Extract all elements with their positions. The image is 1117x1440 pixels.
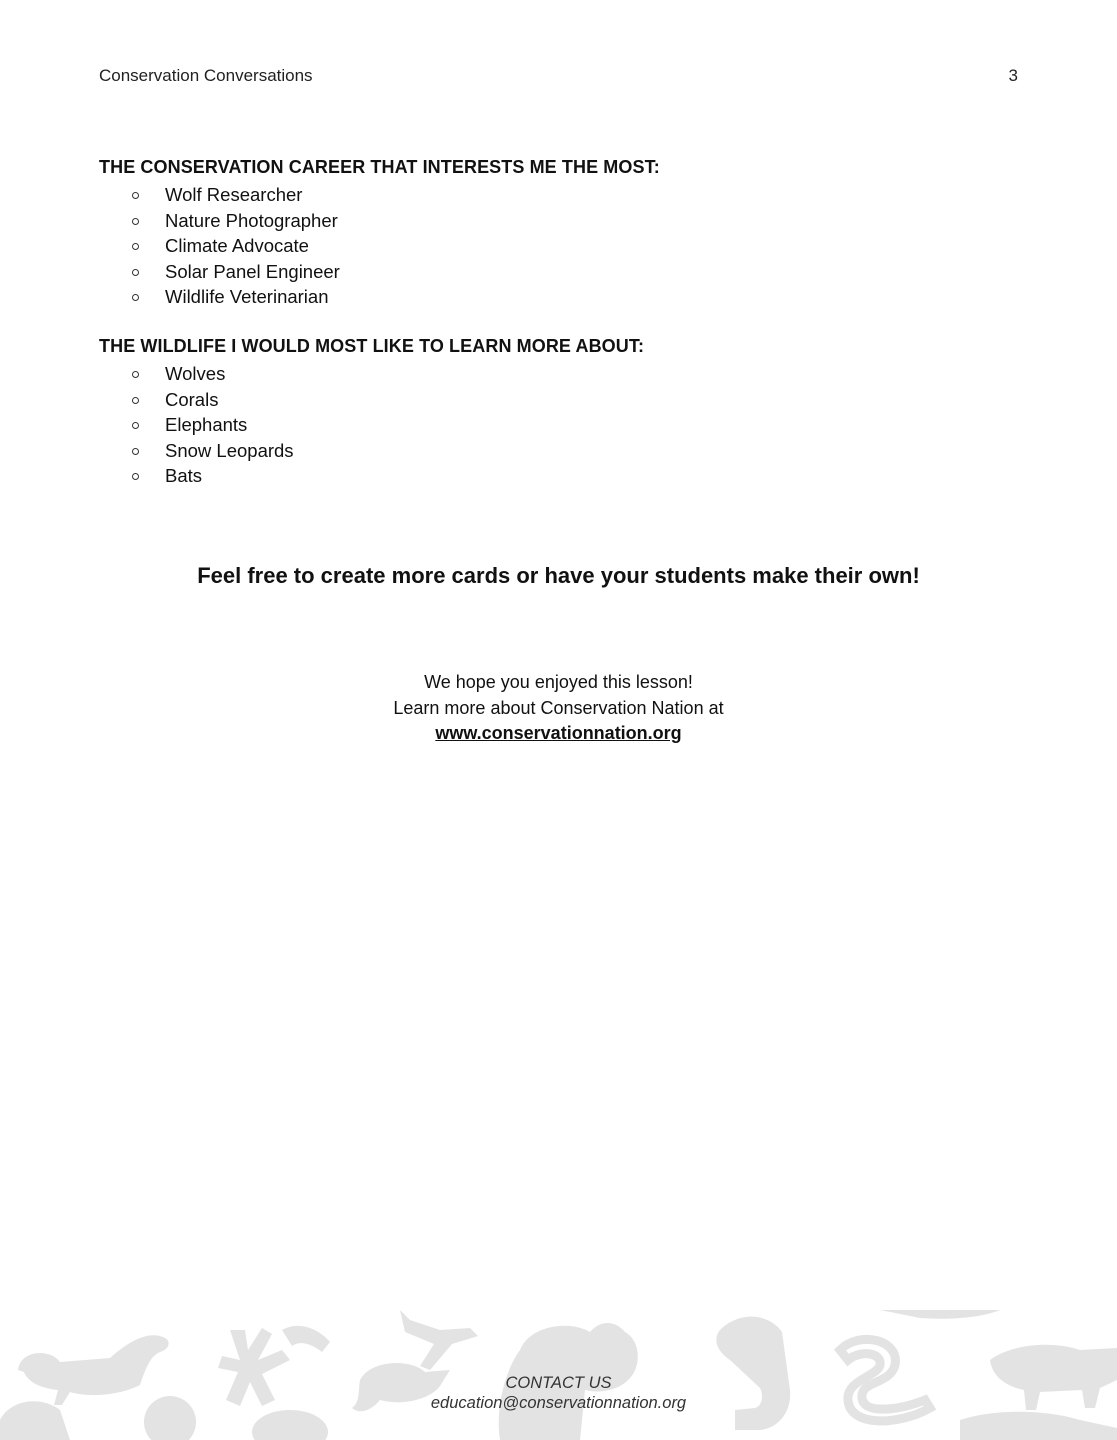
lizard-silhouette-icon bbox=[400, 1310, 478, 1370]
option-label: Elephants bbox=[165, 414, 248, 435]
wildlife-options bbox=[99, 361, 644, 489]
circle-bullet-icon bbox=[132, 448, 139, 455]
career-options bbox=[99, 182, 660, 310]
career-option[interactable] bbox=[99, 208, 660, 234]
contact-block bbox=[0, 1373, 1117, 1413]
page-number: 3 bbox=[1008, 66, 1018, 85]
option-label: Solar Panel Engineer bbox=[165, 260, 340, 282]
career-section bbox=[99, 156, 660, 310]
option-label: Wolves bbox=[165, 363, 226, 384]
closing-message bbox=[0, 670, 1117, 747]
option-label: Nature Photographer bbox=[165, 209, 338, 231]
wildlife-section bbox=[99, 335, 644, 489]
circle-bullet-icon bbox=[132, 218, 139, 225]
career-option[interactable] bbox=[99, 182, 660, 208]
wildlife-option[interactable] bbox=[99, 463, 644, 489]
circle-bullet-icon bbox=[132, 269, 139, 276]
wildlife-heading: THE WILDLIFE I WOULD MOST LIKE TO LEARN MORE ABOUT: bbox=[99, 336, 645, 356]
circle-bullet-icon bbox=[132, 473, 139, 480]
option-label: Corals bbox=[165, 388, 219, 410]
career-heading: THE CONSERVATION CAREER THAT INTERESTS ME THE MOST: bbox=[99, 157, 660, 177]
document-title: Conservation Conversations bbox=[99, 66, 313, 85]
circle-bullet-icon bbox=[132, 422, 139, 429]
circle-bullet-icon bbox=[132, 371, 139, 378]
otter-silhouette-icon bbox=[960, 1412, 1117, 1440]
tagline: Feel free to create more cards or have your students make their own! bbox=[197, 563, 920, 588]
website-link[interactable]: www.conservationnation.org bbox=[435, 723, 682, 743]
option-label: Wildlife Veterinarian bbox=[165, 286, 329, 307]
closing-line-1: We hope you enjoyed this lesson! bbox=[424, 672, 693, 692]
circle-bullet-icon bbox=[132, 192, 139, 199]
wildlife-option[interactable] bbox=[99, 412, 644, 438]
armadillo-silhouette-icon bbox=[252, 1410, 328, 1440]
option-label: Climate Advocate bbox=[165, 235, 309, 256]
career-option[interactable] bbox=[99, 233, 660, 259]
wildlife-option[interactable] bbox=[99, 387, 644, 413]
option-label: Bats bbox=[165, 465, 203, 486]
option-label: Wolf Researcher bbox=[165, 184, 303, 205]
career-option[interactable] bbox=[99, 284, 660, 310]
circle-bullet-icon bbox=[132, 243, 139, 250]
contact-email[interactable]: education@conservationnation.org bbox=[430, 1394, 687, 1412]
option-label: Snow Leopards bbox=[165, 439, 294, 461]
career-option[interactable] bbox=[99, 259, 660, 285]
circle-bullet-icon bbox=[132, 294, 139, 301]
wildlife-option[interactable] bbox=[99, 438, 644, 464]
wildlife-option[interactable] bbox=[99, 361, 644, 387]
closing-line-2: Learn more about Conservation Nation at bbox=[393, 697, 724, 718]
contact-label: CONTACT US bbox=[505, 1374, 612, 1392]
circle-bullet-icon bbox=[132, 397, 139, 404]
